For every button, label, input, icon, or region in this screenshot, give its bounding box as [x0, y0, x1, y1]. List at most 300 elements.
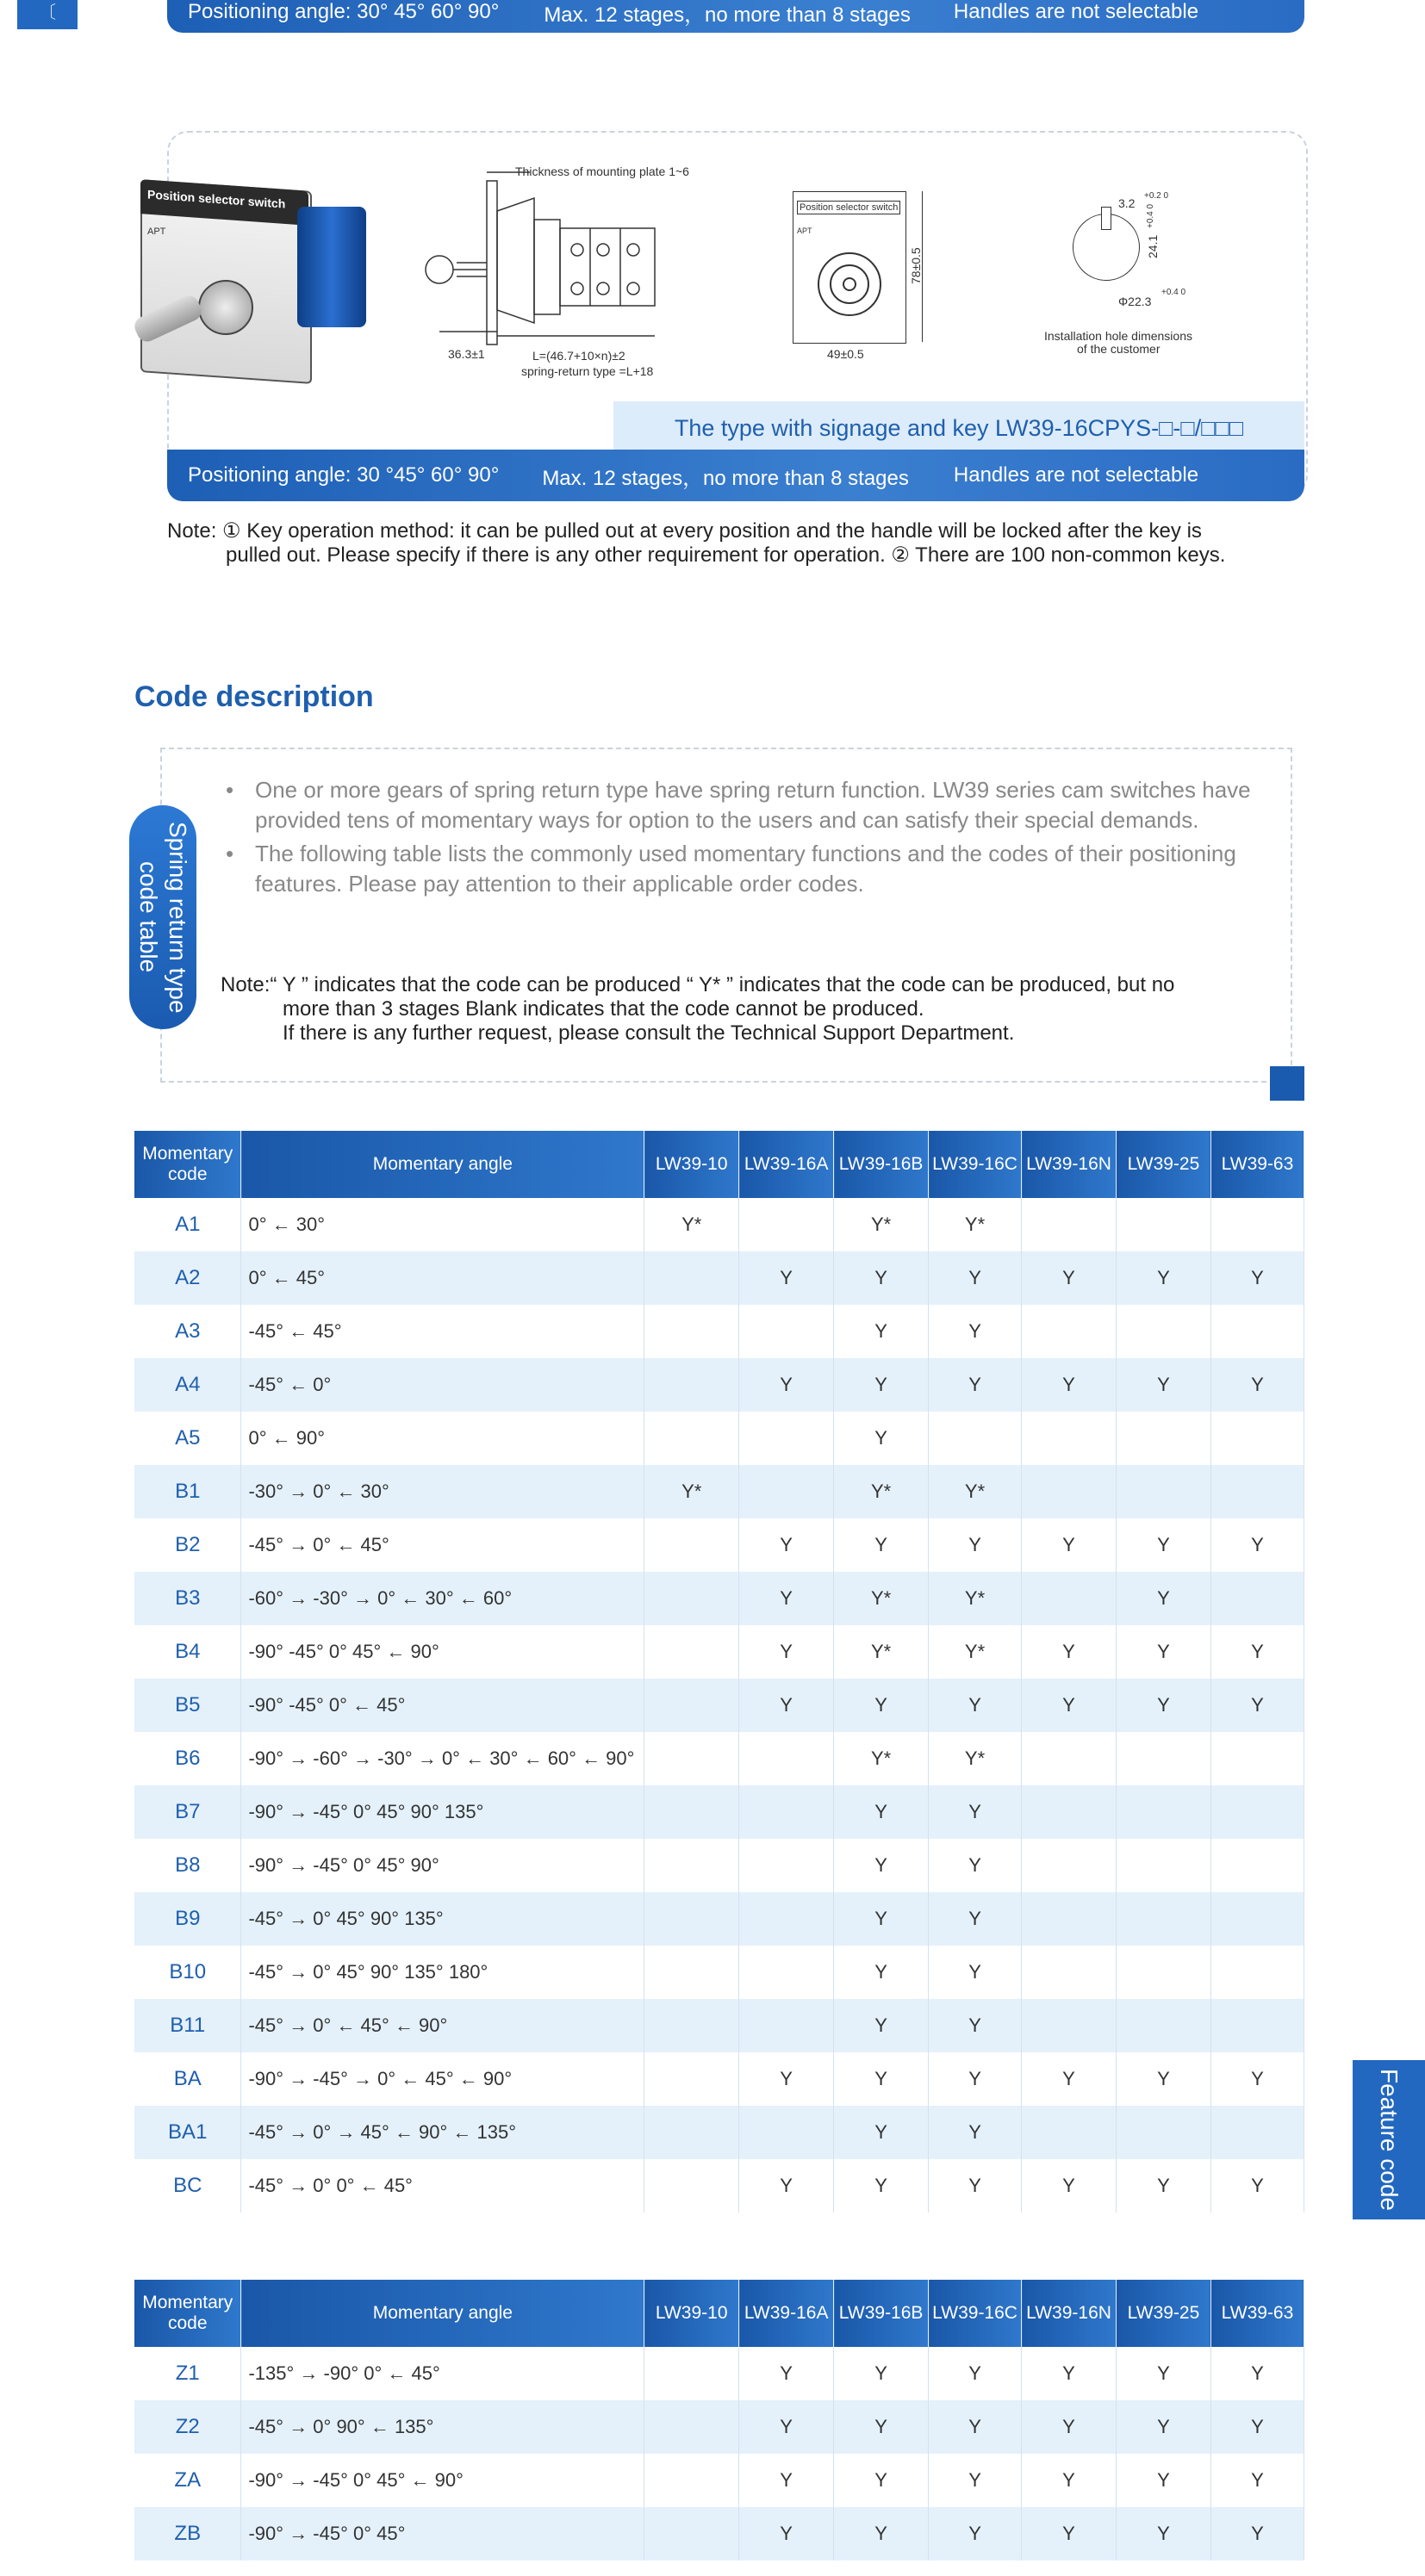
- availability-cell: [1116, 1785, 1210, 1839]
- availability-cell: Y: [1210, 1625, 1304, 1679]
- availability-cell: Y: [1116, 2159, 1210, 2213]
- column-header: Momentary code: [134, 1131, 241, 1198]
- availability-cell: Y: [929, 1785, 1022, 1839]
- availability-cell: [644, 2507, 739, 2560]
- momentary-code-cell: B10: [134, 1946, 241, 1999]
- availability-cell: Y: [929, 2347, 1022, 2400]
- availability-cell: [1116, 1839, 1210, 1892]
- bullet-item: • The following table lists the commonly used momentary functions and the codes of their positioning features. Please pay attention to their applicable order codes.: [226, 841, 1236, 897]
- availability-cell: Y: [1022, 2159, 1117, 2213]
- momentary-code-cell: ZB: [134, 2507, 241, 2560]
- momentary-code-cell: B9: [134, 1892, 241, 1946]
- spring-return-pill-text: Spring return type code table: [135, 821, 191, 1014]
- availability-cell: [739, 1305, 834, 1358]
- availability-cell: Y: [1210, 2454, 1304, 2507]
- momentary-angle-cell: -90° -45° 0° 45° ← 90°: [241, 1625, 644, 1679]
- corner-square: [1270, 1066, 1304, 1101]
- table-row: [134, 1305, 1304, 1358]
- availability-cell: Y*: [834, 1732, 929, 1785]
- availability-cell: [1210, 1999, 1304, 2052]
- availability-cell: [1022, 1785, 1117, 1839]
- availability-cell: [739, 1412, 834, 1465]
- table-row: [134, 1358, 1304, 1412]
- availability-cell: Y: [834, 1785, 929, 1839]
- availability-cell: [929, 1412, 1022, 1465]
- availability-cell: Y*: [929, 1625, 1022, 1679]
- hole-caption-2: of the customer: [1077, 342, 1161, 356]
- availability-cell: [1022, 2106, 1117, 2159]
- column-header: LW39-10: [644, 2280, 739, 2347]
- dim-height-label: 78±0.5: [909, 247, 923, 284]
- column-header: LW39-16B: [834, 2280, 929, 2347]
- availability-cell: [644, 1785, 739, 1839]
- momentary-angle-cell: -60° → -30° → 0° ← 30° ← 60°: [241, 1572, 644, 1625]
- availability-cell: [1210, 1198, 1304, 1251]
- product-photo-sub: APT: [147, 227, 166, 237]
- column-header: LW39-16C: [929, 1131, 1022, 1198]
- momentary-angle-cell: -45° → 0° 45° 90° 135° 180°: [241, 1946, 644, 1999]
- availability-cell: [1116, 1999, 1210, 2052]
- availability-cell: Y: [1210, 2400, 1304, 2454]
- availability-cell: Y: [739, 1358, 834, 1412]
- availability-cell: [1116, 1465, 1210, 1518]
- top-spec-handles: Handles are not selectable: [953, 0, 1199, 23]
- availability-cell: Y: [929, 1679, 1022, 1732]
- column-header: LW39-16N: [1022, 2280, 1117, 2347]
- availability-cell: [1210, 2106, 1304, 2159]
- availability-cell: [1116, 1732, 1210, 1785]
- availability-cell: [739, 1198, 834, 1251]
- availability-cell: [1116, 1305, 1210, 1358]
- momentary-code-cell: A1: [134, 1198, 241, 1251]
- availability-cell: Y: [739, 2347, 834, 2400]
- availability-cell: [644, 2454, 739, 2507]
- availability-cell: Y: [739, 2159, 834, 2213]
- hole-w-tol: +0.2 0: [1144, 191, 1169, 201]
- momentary-angle-cell: 0° ← 45°: [241, 1251, 644, 1305]
- availability-cell: [1022, 1892, 1117, 1946]
- availability-cell: Y: [1210, 2507, 1304, 2560]
- availability-cell: [644, 2347, 739, 2400]
- availability-cell: [1022, 1999, 1117, 2052]
- dim-plate-label: Thickness of mounting plate 1~6: [515, 164, 689, 178]
- availability-cell: [1210, 1572, 1304, 1625]
- availability-cell: Y: [834, 1305, 929, 1358]
- availability-cell: Y*: [834, 1465, 929, 1518]
- availability-cell: Y: [834, 2052, 929, 2106]
- availability-cell: [1210, 1839, 1304, 1892]
- hole-d-tol: +0.4 0: [1161, 288, 1186, 297]
- availability-cell: [1022, 1305, 1117, 1358]
- code-note-line2: more than 3 stages Blank indicates that the code cannot be produced.: [283, 997, 924, 1021]
- momentary-code-cell: A3: [134, 1305, 241, 1358]
- availability-cell: Y*: [929, 1732, 1022, 1785]
- availability-cell: [1022, 1946, 1117, 1999]
- bottom-spec-stages: Max. 12 stages，no more than 8 stages: [542, 466, 909, 490]
- hole-h-tol: +0.4 0: [1146, 203, 1155, 228]
- availability-cell: [644, 1732, 739, 1785]
- column-header: Momentary angle: [241, 1131, 644, 1198]
- availability-cell: [1022, 1412, 1117, 1465]
- table-row: [134, 1946, 1304, 1999]
- availability-cell: Y: [834, 1839, 929, 1892]
- section-title: Code description: [134, 680, 374, 713]
- availability-cell: Y: [1210, 2347, 1304, 2400]
- availability-cell: Y: [739, 1251, 834, 1305]
- bottom-spec-angle: Positioning angle: 30 °45° 60° 90°: [188, 463, 500, 487]
- availability-cell: [739, 1785, 834, 1839]
- momentary-code-cell: B4: [134, 1625, 241, 1679]
- availability-cell: [644, 1572, 739, 1625]
- column-header: Momentary code: [134, 2280, 241, 2347]
- availability-cell: Y: [1210, 2159, 1304, 2213]
- availability-cell: [1210, 1785, 1304, 1839]
- momentary-angle-cell: -45° → 0° 45° 90° 135°: [241, 1892, 644, 1946]
- availability-cell: [1210, 1732, 1304, 1785]
- availability-cell: [644, 1625, 739, 1679]
- availability-cell: Y: [1022, 1518, 1117, 1572]
- top-spec-bar: [167, 0, 1304, 33]
- dim-spring-label: spring-return type =L+18: [521, 364, 654, 378]
- type-banner: [613, 401, 1304, 455]
- availability-cell: Y: [929, 2507, 1022, 2560]
- availability-cell: Y: [739, 1625, 834, 1679]
- availability-cell: Y: [739, 1518, 834, 1572]
- momentary-angle-cell: -45° → 0° ← 45° ← 90°: [241, 1999, 644, 2052]
- momentary-angle-cell: -90° → -45° 0° 45° 90° 135°: [241, 1785, 644, 1839]
- availability-cell: [644, 2052, 739, 2106]
- availability-cell: Y: [834, 1679, 929, 1732]
- availability-cell: Y: [1022, 2347, 1117, 2400]
- availability-cell: Y: [834, 2400, 929, 2454]
- table-row: [134, 1518, 1304, 1572]
- feature-code-tab[interactable]: [1353, 2060, 1425, 2219]
- availability-cell: [644, 1999, 739, 2052]
- column-header: LW39-16N: [1022, 1131, 1117, 1198]
- availability-cell: Y*: [644, 1465, 739, 1518]
- availability-cell: Y: [834, 2159, 929, 2213]
- availability-cell: [1210, 1465, 1304, 1518]
- availability-cell: Y: [739, 2052, 834, 2106]
- momentary-code-cell: B6: [134, 1732, 241, 1785]
- table-row: [134, 1465, 1304, 1518]
- availability-cell: [1022, 1198, 1117, 1251]
- availability-cell: Y: [1022, 1251, 1117, 1305]
- momentary-angle-cell: -90° → -60° → -30° → 0° ← 30° ← 60° ← 90°: [241, 1732, 644, 1785]
- key-note-line2: pulled out. Please specify if there is any other requirement for operation. ② There are 100 non-common keys.: [226, 543, 1226, 567]
- column-header: LW39-16A: [739, 2280, 834, 2347]
- column-header: LW39-10: [644, 1131, 739, 1198]
- momentary-table-1: [134, 1131, 1304, 2213]
- availability-cell: Y: [1116, 1358, 1210, 1412]
- table-row: [134, 2106, 1304, 2159]
- table-row: [134, 2347, 1304, 2400]
- availability-cell: Y: [834, 2347, 929, 2400]
- availability-cell: Y: [929, 1305, 1022, 1358]
- momentary-angle-cell: -45° ← 45°: [241, 1305, 644, 1358]
- availability-cell: Y: [929, 1518, 1022, 1572]
- availability-cell: Y: [834, 1892, 929, 1946]
- availability-cell: [644, 2106, 739, 2159]
- availability-cell: Y: [929, 2454, 1022, 2507]
- availability-cell: Y: [1116, 1572, 1210, 1625]
- availability-cell: Y: [1116, 1518, 1210, 1572]
- momentary-code-cell: BA: [134, 2052, 241, 2106]
- availability-cell: Y: [834, 2454, 929, 2507]
- availability-cell: [1116, 1892, 1210, 1946]
- availability-cell: Y*: [929, 1572, 1022, 1625]
- availability-cell: Y: [929, 1251, 1022, 1305]
- momentary-code-cell: A4: [134, 1358, 241, 1412]
- availability-cell: Y: [1116, 2052, 1210, 2106]
- momentary-angle-cell: -45° ← 0°: [241, 1358, 644, 1412]
- availability-cell: Y: [1116, 2347, 1210, 2400]
- momentary-code-cell: B2: [134, 1518, 241, 1572]
- availability-cell: Y: [929, 1946, 1022, 1999]
- availability-cell: Y: [834, 1518, 929, 1572]
- availability-cell: Y: [1022, 2454, 1117, 2507]
- code-note-line1: Note:“ Y ” indicates that the code can be produced “ Y* ” indicates that the code can be produced, but no: [221, 973, 1175, 996]
- table-row: [134, 1679, 1304, 1732]
- top-spec-angle: Positioning angle: 30° 45° 60° 90°: [188, 0, 500, 23]
- momentary-angle-cell: -90° → -45° → 0° ← 45° ← 90°: [241, 2052, 644, 2106]
- column-header: LW39-25: [1116, 2280, 1210, 2347]
- availability-cell: Y: [1022, 2400, 1117, 2454]
- table-row: [134, 1572, 1304, 1625]
- momentary-angle-cell: -90° → -45° 0° 45° 90°: [241, 1839, 644, 1892]
- availability-cell: Y: [739, 2454, 834, 2507]
- install-hole-notch: [1101, 207, 1111, 230]
- availability-cell: Y: [1116, 2454, 1210, 2507]
- availability-cell: Y: [834, 1251, 929, 1305]
- availability-cell: [1116, 1412, 1210, 1465]
- product-photo: [134, 177, 375, 392]
- momentary-code-cell: BA1: [134, 2106, 241, 2159]
- availability-cell: Y*: [644, 1198, 739, 1251]
- availability-cell: [1210, 1305, 1304, 1358]
- availability-cell: Y: [834, 2507, 929, 2560]
- availability-cell: Y: [834, 1358, 929, 1412]
- table-row: [134, 1999, 1304, 2052]
- dim-width-label: 49±0.5: [827, 347, 864, 361]
- momentary-code-cell: B11: [134, 1999, 241, 2052]
- availability-cell: Y: [1210, 1358, 1304, 1412]
- availability-cell: [1116, 1198, 1210, 1251]
- availability-cell: [739, 1999, 834, 2052]
- table-row: [134, 1625, 1304, 1679]
- availability-cell: [1022, 1732, 1117, 1785]
- availability-cell: [644, 1946, 739, 1999]
- column-header: LW39-63: [1210, 2280, 1304, 2347]
- table-row: [134, 1732, 1304, 1785]
- availability-cell: Y*: [834, 1625, 929, 1679]
- momentary-code-cell: BC: [134, 2159, 241, 2213]
- code-note-line3: If there is any further request, please consult the Technical Support Department.: [283, 1021, 1015, 1045]
- momentary-code-cell: A2: [134, 1251, 241, 1305]
- description-bullets: [221, 775, 1297, 903]
- momentary-code-cell: B8: [134, 1839, 241, 1892]
- availability-cell: Y: [739, 2400, 834, 2454]
- column-header: LW39-16A: [739, 1131, 834, 1198]
- availability-cell: Y: [1116, 2400, 1210, 2454]
- availability-cell: [644, 1358, 739, 1412]
- availability-cell: Y: [1022, 2052, 1117, 2106]
- momentary-code-cell: B5: [134, 1679, 241, 1732]
- dim-a-label: 36.3±1: [448, 347, 485, 361]
- spring-return-pill: [129, 805, 196, 1029]
- availability-cell: Y: [929, 2159, 1022, 2213]
- column-header: LW39-63: [1210, 1131, 1304, 1198]
- momentary-code-cell: A5: [134, 1412, 241, 1465]
- availability-cell: Y*: [929, 1465, 1022, 1518]
- availability-cell: [739, 2106, 834, 2159]
- availability-cell: [739, 1839, 834, 1892]
- availability-cell: Y: [1116, 1625, 1210, 1679]
- availability-cell: Y*: [929, 1198, 1022, 1251]
- availability-cell: Y*: [834, 1198, 929, 1251]
- availability-cell: Y: [929, 1358, 1022, 1412]
- availability-cell: Y: [739, 1679, 834, 1732]
- availability-cell: [1022, 1839, 1117, 1892]
- availability-cell: Y: [929, 2106, 1022, 2159]
- front-view-apt: APT: [797, 227, 812, 235]
- availability-cell: Y*: [834, 1572, 929, 1625]
- availability-cell: [644, 1518, 739, 1572]
- momentary-angle-cell: -45° → 0° ← 45°: [241, 1518, 644, 1572]
- front-knob-icon: [818, 252, 881, 316]
- availability-cell: [644, 1839, 739, 1892]
- bottom-spec-bar: [167, 450, 1304, 501]
- availability-cell: Y: [1210, 1251, 1304, 1305]
- table-row: [134, 1251, 1304, 1305]
- availability-cell: [644, 1679, 739, 1732]
- table-row: [134, 1198, 1304, 1251]
- availability-cell: Y: [1210, 2052, 1304, 2106]
- availability-cell: Y: [929, 1892, 1022, 1946]
- momentary-angle-cell: 0° ← 30°: [241, 1198, 644, 1251]
- momentary-code-cell: Z2: [134, 2400, 241, 2454]
- availability-cell: [644, 1892, 739, 1946]
- key-icon: [198, 280, 253, 335]
- momentary-angle-cell: -90° → -45° 0° 45° ← 90°: [241, 2454, 644, 2507]
- momentary-angle-cell: -45° → 0° 0° ← 45°: [241, 2159, 644, 2213]
- availability-cell: Y: [929, 2052, 1022, 2106]
- front-view-label: Position selector switch: [797, 201, 900, 214]
- bullet-text: One or more gears of spring return type have spring return function. LW39 series cam switches have provided tens of momentary ways for option to the users and can satisfy their special demands.: [255, 777, 1251, 833]
- availability-cell: Y: [739, 2507, 834, 2560]
- momentary-angle-cell: -45° → 0° → 45° ← 90° ← 135°: [241, 2106, 644, 2159]
- momentary-table-2: [134, 2280, 1304, 2560]
- feature-code-tab-text: Feature code: [1376, 2069, 1403, 2211]
- table-row: [134, 1892, 1304, 1946]
- availability-cell: [1210, 1412, 1304, 1465]
- availability-cell: Y: [834, 1412, 929, 1465]
- hole-w-label: 3.2: [1118, 196, 1136, 210]
- momentary-angle-cell: -90° -45° 0° ← 45°: [241, 1679, 644, 1732]
- momentary-angle-cell: -30° → 0° ← 30°: [241, 1465, 644, 1518]
- column-header: LW39-16C: [929, 2280, 1022, 2347]
- left-edge-tab: [17, 0, 78, 29]
- hole-caption-1: Installation hole dimensions: [1044, 329, 1192, 343]
- table-row: [134, 2159, 1304, 2213]
- table-row: [134, 1785, 1304, 1839]
- availability-cell: Y: [1116, 1251, 1210, 1305]
- column-header: LW39-25: [1116, 1131, 1210, 1198]
- type-banner-text: The type with signage and key LW39-16CPYS-□-□/□□□: [674, 414, 1244, 441]
- table-row: [134, 2454, 1304, 2507]
- momentary-code-cell: Z1: [134, 2347, 241, 2400]
- availability-cell: [644, 2400, 739, 2454]
- product-photo-label: Position selector switch: [147, 187, 286, 211]
- availability-cell: Y: [834, 1999, 929, 2052]
- hole-h-label: 24.1: [1146, 234, 1160, 258]
- bullet-item: • One or more gears of spring return type have spring return function. LW39 series cam switches have provided tens of momentary ways for option to the users and can satisfy their special demands.: [226, 777, 1251, 833]
- table-row: [134, 2400, 1304, 2454]
- availability-cell: Y: [1116, 1679, 1210, 1732]
- dim-l-label: L=(46.7+10×n)±2: [532, 349, 625, 363]
- availability-cell: [739, 1732, 834, 1785]
- availability-cell: [644, 1305, 739, 1358]
- availability-cell: Y: [1116, 2507, 1210, 2560]
- table-row: [134, 1412, 1304, 1465]
- availability-cell: [644, 1412, 739, 1465]
- table-row: [134, 1839, 1304, 1892]
- availability-cell: [1116, 1946, 1210, 1999]
- availability-cell: Y: [1022, 2507, 1117, 2560]
- momentary-code-cell: B3: [134, 1572, 241, 1625]
- momentary-code-cell: ZA: [134, 2454, 241, 2507]
- bottom-spec-handles: Handles are not selectable: [953, 463, 1199, 487]
- availability-cell: Y: [1022, 1679, 1117, 1732]
- availability-cell: Y: [1210, 1518, 1304, 1572]
- top-spec-stages: Max. 12 stages，no more than 8 stages: [544, 3, 911, 27]
- momentary-code-cell: B7: [134, 1785, 241, 1839]
- availability-cell: [739, 1946, 834, 1999]
- key-note-line1: Note: ① Key operation method: it can be pulled out at every position and the handle will be locked after the key is: [167, 519, 1202, 543]
- availability-cell: [644, 1251, 739, 1305]
- momentary-angle-cell: 0° ← 90°: [241, 1412, 644, 1465]
- momentary-code-cell: B1: [134, 1465, 241, 1518]
- bullet-text: The following table lists the commonly used momentary functions and the codes of their positioning features. Please pay attention to their applicable order codes.: [255, 841, 1236, 897]
- availability-cell: [1022, 1572, 1117, 1625]
- availability-cell: Y: [1210, 1679, 1304, 1732]
- availability-cell: Y: [1022, 1625, 1117, 1679]
- availability-cell: [1210, 1892, 1304, 1946]
- front-view-drawing: [793, 191, 906, 344]
- availability-cell: [1022, 1465, 1117, 1518]
- availability-cell: Y: [929, 2400, 1022, 2454]
- momentary-angle-cell: -45° → 0° 90° ← 135°: [241, 2400, 644, 2454]
- momentary-angle-cell: -135° → -90° 0° ← 45°: [241, 2347, 644, 2400]
- column-header: LW39-16B: [834, 1131, 929, 1198]
- momentary-angle-cell: -90° → -45° 0° 45°: [241, 2507, 644, 2560]
- availability-cell: Y: [834, 1946, 929, 1999]
- availability-cell: [739, 1892, 834, 1946]
- column-header: Momentary angle: [241, 2280, 644, 2347]
- availability-cell: Y: [929, 1839, 1022, 1892]
- availability-cell: Y: [1022, 1358, 1117, 1412]
- availability-cell: Y: [739, 1572, 834, 1625]
- table-row: [134, 2052, 1304, 2106]
- availability-cell: [1116, 2106, 1210, 2159]
- table-row: [134, 2507, 1304, 2560]
- availability-cell: Y: [834, 2106, 929, 2159]
- availability-cell: [1210, 1946, 1304, 1999]
- left-edge-tab-glyph: 〔: [39, 3, 56, 22]
- availability-cell: [739, 1465, 834, 1518]
- availability-cell: [644, 2159, 739, 2213]
- hole-d-label: Φ22.3: [1118, 295, 1152, 308]
